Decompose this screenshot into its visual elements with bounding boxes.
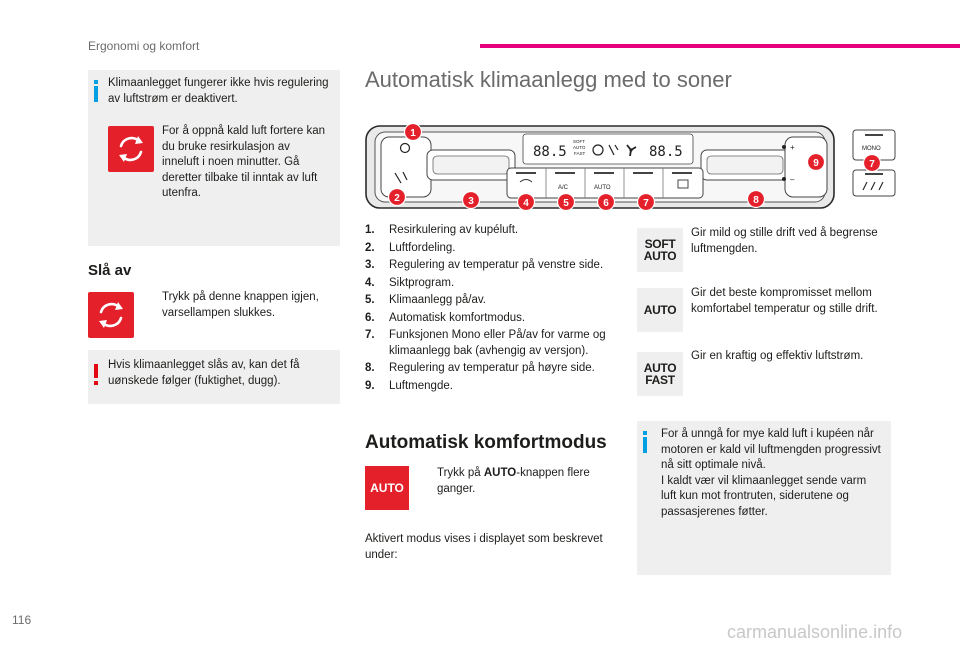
recirculation-tip: For å oppnå kald luft fortere kan du bruke resirkulasjon av inneluft i noen minutter. Gå deretter tilbake til inntak av luft utenfra. [162, 125, 326, 199]
section-title: Ergonomi og komfort [88, 39, 200, 53]
display-soft: SOFT [573, 139, 585, 144]
auto-icon: AUTO [637, 288, 683, 332]
comfort-text: Trykk på AUTO-knappen flere ganger. [437, 467, 590, 495]
fan-up-icon [782, 145, 786, 149]
auto-text: Gir det beste kompromisset mellom komfortabel temperatur og stille drift. [691, 287, 878, 315]
watermark: carmanualsonline.info [727, 622, 903, 642]
display-temp-right: 88.5 [649, 144, 683, 160]
display-auto: AUTO [573, 145, 586, 150]
callout-1: 1 [410, 128, 416, 139]
page-number: 116 [12, 613, 32, 627]
warning-text: Hvis klimaanlegget slås av, kan det få uønskede følger (fuktighet, dugg). [108, 359, 300, 387]
soft-auto-icon: SOFT AUTO [637, 228, 683, 272]
left-knob-area [381, 137, 431, 197]
fan-down-icon [782, 177, 786, 181]
auto-fast-icon: AUTO FAST [637, 352, 683, 396]
list-item: 4. Siktprogram. [365, 276, 455, 289]
recirculation-icon [108, 126, 154, 172]
callout-9: 9 [813, 158, 819, 169]
page-title: Automatisk klimaanlegg med to soner [365, 67, 732, 92]
list-item: 6. Automatisk komfortmodus. [365, 311, 526, 324]
display-temp-left: 88.5 [533, 144, 567, 160]
display-note: Aktivert modus vises i displayet som beskrevet under: [365, 533, 603, 561]
cold-air-info-box [637, 421, 891, 575]
list-item: 3. Regulering av temperatur på venstre side. [365, 259, 604, 271]
mono-button-label: MONO [862, 146, 881, 152]
list-item: 7. Funksjonen Mono eller På/av for varme og klimaanlegg bak (avhengig av versjon). [365, 329, 606, 357]
comfort-heading: Automatisk komfortmodus [365, 432, 607, 453]
control-legend-list [365, 223, 620, 396]
fan-minus-label: – [790, 175, 795, 184]
auto-button-label: AUTO [594, 185, 611, 191]
callout-7: 7 [643, 198, 649, 209]
display-fast: FAST [574, 151, 586, 156]
list-item: 8. Regulering av temperatur på høyre side. [365, 362, 595, 374]
callout-5: 5 [563, 198, 569, 209]
off-text: Trykk på denne knappen igjen, varsellampen slukkes. [162, 291, 319, 319]
info-box [88, 70, 340, 246]
callout-4: 4 [523, 198, 529, 209]
auto-button: AUTO [365, 466, 409, 510]
list-item: 5. Klimaanlegg på/av. [365, 294, 486, 306]
callout-8: 8 [753, 195, 759, 206]
info-note: Klimaanlegget fungerer ikke hvis regulering av luftstrøm er deaktivert. [108, 77, 329, 105]
recirculation-off-button [88, 292, 134, 338]
ac-button-label: A/C [558, 185, 569, 191]
recirculation-button [108, 126, 154, 172]
recirculation-icon [88, 292, 134, 338]
cold-air-info-text: For å unngå for mye kald luft i kupéen når motoren er kald vil luftmengden progressivt nå sitt optimale nivå. I kaldt vær vil klimaanlegget sende varm luft kun mot frontruten, siderutene og passasjerenes føtter. [661, 428, 881, 518]
climate-control-panel-diagram [365, 120, 905, 216]
off-heading: Slå av [88, 262, 132, 279]
soft-auto-text: Gir mild og stille drift ved å begrense luftmengden. [691, 227, 878, 255]
callout-7b: 7 [869, 159, 875, 170]
list-item: 1. Resirkulering av kupéluft. [365, 224, 519, 236]
auto-fast-text: Gir en kraftig og effektiv luftstrøm. [691, 350, 864, 362]
callout-2: 2 [394, 193, 400, 204]
fan-plus-label: + [790, 143, 795, 152]
list-item: 9. Luftmengde. [365, 379, 453, 392]
list-item: 2. Luftfordeling. [365, 241, 456, 254]
section-accent-bar [480, 44, 960, 48]
warning-box [88, 350, 340, 404]
callout-3: 3 [468, 196, 474, 207]
callout-6: 6 [603, 198, 609, 209]
